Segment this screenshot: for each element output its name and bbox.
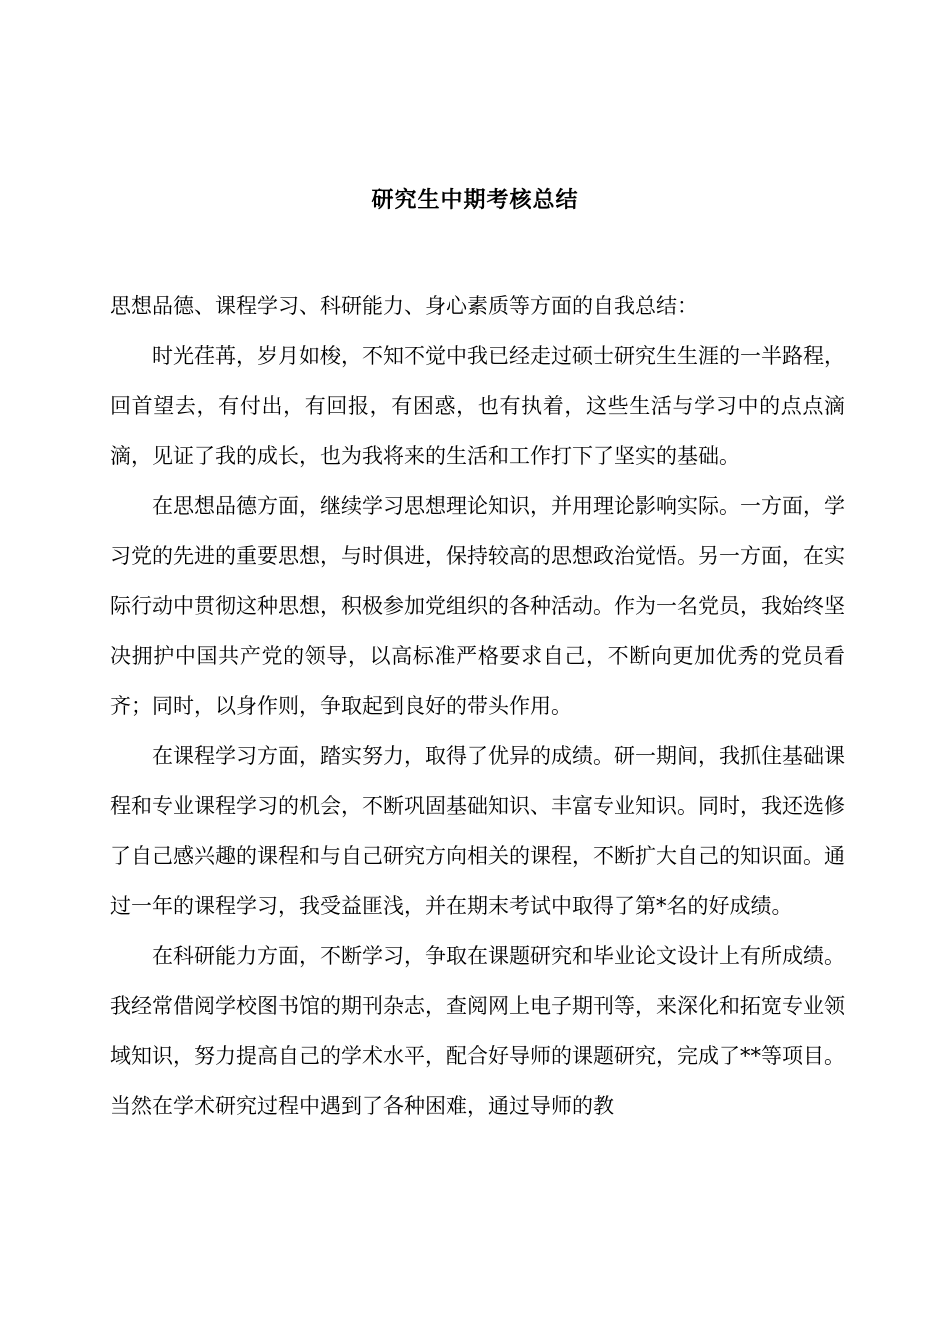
paragraph-ideology: 在思想品德方面，继续学习思想理论知识，并用理论影响实际。一方面，学习党的先进的重要思想，与时俱进，保持较高的思想政治觉悟。另一方面，在实际行动中贯彻这种思想，积极参加党组织的各种活动。作为一名党员，我始终坚决拥护中国共产党的领导，以高标准严格要求自己，不断向更加优秀的党员看齐；同时，以身作则，争取起到良好的带头作用。	[110, 494, 845, 718]
paragraph-research: 在科研能力方面，不断学习，争取在课题研究和毕业论文设计上有所成绩。我经常借阅学校图书馆的期刊杂志，查阅网上电子期刊等，来深化和拓宽专业领域知识，努力提高自己的学术水平，配合好导师的课题研究，完成了**等项目。当然在学术研究过程中遇到了各种困难，通过导师的教	[110, 944, 845, 1118]
lead-line: 思想品德、课程学习、科研能力、身心素质等方面的自我总结：	[110, 294, 698, 318]
paragraph-intro: 时光荏苒，岁月如梭，不知不觉中我已经走过硕士研究生生涯的一半路程，回首望去，有付出，有回报，有困惑，也有执着，这些生活与学习中的点点滴滴，见证了我的成长，也为我将来的生活和工作打下了坚实的基础。	[110, 344, 845, 468]
document-body	[110, 281, 845, 1131]
document-title: 研究生中期考核总结	[371, 188, 579, 213]
paragraph-coursework: 在课程学习方面，踏实努力，取得了优异的成绩。研一期间，我抓住基础课程和专业课程学习的机会，不断巩固基础知识、丰富专业知识。同时，我还选修了自己感兴趣的课程和与自己研究方向相关的课程，不断扩大自己的知识面。通过一年的课程学习，我受益匪浅，并在期末考试中取得了第*名的好成绩。	[110, 744, 845, 918]
